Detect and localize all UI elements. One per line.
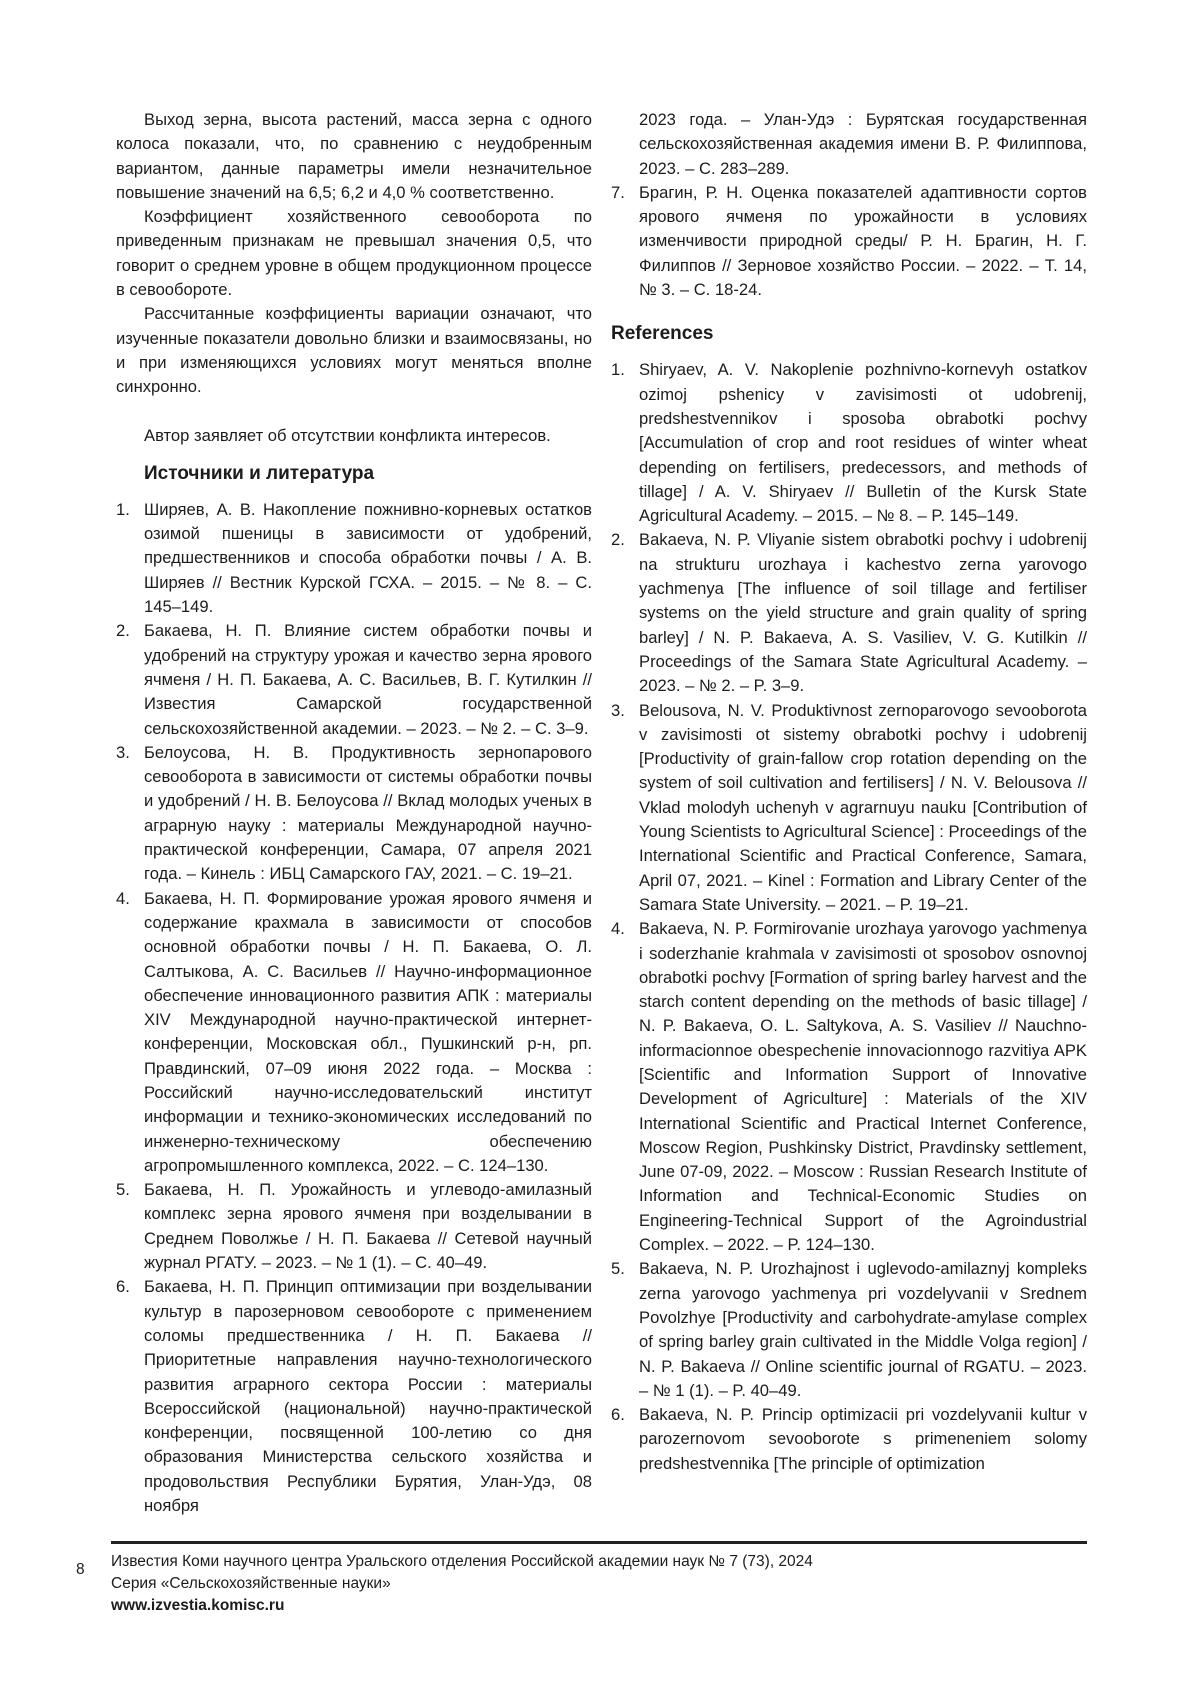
- conflict-statement: Автор заявляет об отсутствии конфликта интересов.: [144, 425, 551, 445]
- item-number: 5.: [116, 1180, 130, 1200]
- list-item: [116, 887, 592, 1179]
- item-text: Bakaeva, N. P. Vliyanie sistem obrabotki pochvy i udobrenij na strukturu urozhaya i kachestvo zerna yarovogo yachmenya [The influence of soil tillage and fertiliser systems on the yield structure and grain quality of spring barley] / N. P. Bakaeva, A. S. Vasiliev, V. G. Kutilkin // Proceedings of the Samara State Agricultural Academy. – 2023. – № 2. – P. 3–9.: [639, 530, 1087, 696]
- list-item: [116, 741, 592, 887]
- list-item: [116, 1275, 592, 1518]
- list-item: [611, 1257, 1087, 1403]
- item-number: 3.: [116, 742, 130, 762]
- list-item: [611, 528, 1087, 698]
- page-number: 8: [76, 1561, 85, 1578]
- source-continuation: 2023 года. – Улан-Удэ : Бурятская государственная сельскохозяйственная академия имени В. Р. Филиппова, 2023. – С. 283–289.: [639, 110, 1087, 178]
- list-item: [611, 358, 1087, 528]
- item-number: 4.: [116, 888, 130, 908]
- item-text: Бакаева, Н. П. Влияние систем обработки почвы и удобрений на структуру урожая и качество зерна ярового ячменя / Н. П. Бакаева, А. С. Васильев, В. Г. Кутилкин // Известия Самарской государственной сельскохозяйственной академии. – 2023. – № 2. – С. 3–9.: [144, 621, 592, 738]
- sources-list-continued: [611, 181, 1087, 302]
- item-number: 6.: [116, 1277, 130, 1297]
- item-text: Bakaeva, N. P. Princip optimizacii pri vozdelyvanii kultur v parozernovom sevooborote s primeneniem solomy predshestvennika [The principle of optimization: [639, 1405, 1087, 1473]
- item-text: Bakaeva, N. P. Urozhajnost i uglevodo-amilaznyj kompleks zerna yarovogo yachmenya pri vozdelyvanii v Srednem Povolzhye [Productivity and carbohydrate-amylase complex of spring barley grain cultivated in the Middle Volga region] / N. P. Bakaeva // Online scientific journal of RGATU. – 2023. – № 1 (1). – P. 40–49.: [639, 1259, 1087, 1400]
- body-paragraph: Рассчитанные коэффициенты вариации означают, что изученные показатели довольно близки и взаимосвязаны, но и при изменяющихся условиях могут меняться вполне синхронно.: [116, 304, 592, 397]
- item-number: 6.: [611, 1405, 625, 1425]
- item-number: 5.: [611, 1259, 625, 1279]
- list-item: [611, 181, 1087, 302]
- item-text: Белоусова, Н. В. Продуктивность зернопарового севооборота в зависимости от системы обработки почвы и удобрений / Н. В. Белоусова // Вклад молодых ученых в аграрную науку : материалы Международной научно-практической конференции, Самара, 07 апреля 2021 года. – Кинель : ИБЦ Самарского ГАУ, 2021. – С. 19–21.: [144, 742, 592, 884]
- footer: [111, 1551, 813, 1617]
- item-text: Бакаева, Н. П. Урожайность и углеводо-амилазный комплекс зерна ярового ячменя при возделывании в Среднем Поволжье / Н. П. Бакаева // Сетевой научный журнал РГАТУ. – 2023. – № 1 (1). – С. 40–49.: [144, 1180, 592, 1273]
- item-text: Ширяев, А. В. Накопление пожнивно-корневых остатков озимой пшеницы в зависимости от удобрений, предшественников и способа обработки почвы / А. В. Ширяев // Вестник Курской ГСХА. – 2015. – № 8. – С. 145–149.: [144, 499, 592, 617]
- item-number: 1.: [611, 360, 625, 380]
- references-list: [611, 358, 1087, 1476]
- list-item: [116, 619, 592, 740]
- item-number: 2.: [611, 530, 625, 550]
- item-text: Бакаева, Н. П. Принцип оптимизации при возделывании культур в парозерновом севообороте с применением соломы предшественника / Н. П. Бакаева // Приоритетные направления научно-технологического развития аграрного сектора России : материалы Всероссийской (национальной) научно-практической конференции, посвященной 100-летию со дня образования Министерства сельского хозяйства и продовольствия Республики Бурятия, Улан-Удэ, 08 ноября: [144, 1277, 592, 1516]
- list-item: [116, 1178, 592, 1275]
- item-text: Belousova, N. V. Produktivnost zernoparovogo sevooborota v zavisimosti ot sistemy obrabotki pochvy i udobrenij [Productivity of grain-fallow crop rotation depending on the system of soil cultivation and fertilisers] / N. V. Belousova // Vklad molodyh uchenyh v agrarnuyu nauku [Contribution of Young Scientists to Agricultural Science] : Proceedings of the International Scientific and Practical Conference, Samara, April 07, 2021. – Kinel : Formation and Library Center of the Samara State University. – 2021. – P. 19–21.: [639, 700, 1087, 914]
- sources-heading: Источники и литература: [144, 462, 375, 484]
- item-number: 2.: [116, 621, 130, 641]
- left-column: [116, 108, 592, 1518]
- item-number: 3.: [611, 700, 625, 720]
- item-text: Брагин, Р. Н. Оценка показателей адаптивности сортов ярового ячменя по урожайности в условиях изменчивости природной среды/ Р. Н. Брагин, Н. Г. Филиппов // Зерновое хозяйство России. – 2022. – Т. 14, № 3. – С. 18-24.: [639, 182, 1087, 300]
- journal-url: www.izvestia.komisc.ru: [111, 1597, 285, 1614]
- body-paragraph: Коэффициент хозяйственного севооборота по приведенным признакам не превышал значения 0,5, что говорит о среднем уровне в общем продукционном процессе в севообороте.: [116, 207, 592, 300]
- footer-divider: [111, 1541, 1087, 1544]
- list-item: [611, 699, 1087, 918]
- item-number: 1.: [116, 499, 130, 519]
- item-text: Bakaeva, N. P. Formirovanie urozhaya yarovogo yachmenya i soderzhanie krahmala v zavisimosti ot sposobov osnovnoj obrabotki pochvy [Formation of spring barley harvest and the starch content depending on the methods of basic tillage] / N. P. Bakaeva, O. L. Saltykova, A. S. Vasiliev // Nauchno-informacionnoe obespechenie innovacionnogo razvitiya APK [Scientific and Information Support of Innovative Development of Agriculture] : Materials of the XIV International Scientific and Practical Internet Conference, Moscow Region, Pushkinsky District, Pravdinsky settlement, June 07-09, 2022. – Moscow : Russian Research Institute of Information and Technical-Economic Studies on Engineering-Technical Support of the Agroindustrial Complex. – 2022. – P. 124–130.: [639, 919, 1087, 1255]
- sources-list: [116, 498, 592, 1518]
- journal-series: Серия «Сельскохозяйственные науки»: [111, 1575, 391, 1592]
- item-text: Shiryaev, A. V. Nakoplenie pozhnivno-kornevyh ostatkov ozimoj pshenicy v zavisimosti ot udobrenij, predshestvennikov i sposoba obrabotki pochvy [Accumulation of crop and root residues of winter wheat depending on fertilisers, predecessors, and methods of tillage] / A. V. Shiryaev // Bulletin of the Kursk State Agricultural Academy. – 2015. – № 8. – P. 145–149.: [639, 360, 1087, 526]
- journal-title: Известия Коми научного центра Уральского отделения Российской академии наук № 7 (73), 2024: [111, 1553, 813, 1570]
- right-column: [611, 108, 1087, 1476]
- item-number: 4.: [611, 919, 625, 939]
- body-paragraph: Выход зерна, высота растений, масса зерна с одного колоса показали, что, по сравнению с неудобренным вариантом, данные параметры имели незначительное повышение значений на 6,5; 6,2 и 4,0 % соответственно.: [116, 110, 592, 202]
- references-heading: References: [611, 323, 714, 345]
- list-item: [611, 1403, 1087, 1476]
- list-item: [116, 498, 592, 619]
- item-text: Бакаева, Н. П. Формирование урожая ярового ячменя и содержание крахмала в зависимости от способов основной обработки почвы / Н. П. Бакаева, О. Л. Салтыкова, А. С. Васильев // Научно-информационное обеспечение инновационного развития АПК : материалы XIV Международной научно-практической интернет-конференции, Московская обл., Пушкинский р-н, рп. Правдинский, 07–09 июня 2022 года. – Москва : Российский научно-исследовательский институт информации и технико-экономических исследований по инженерно-техническому обеспечению агропромышленного комплекса, 2022. – С. 124–130.: [144, 888, 592, 1175]
- list-item: [611, 917, 1087, 1257]
- item-number: 7.: [611, 182, 625, 202]
